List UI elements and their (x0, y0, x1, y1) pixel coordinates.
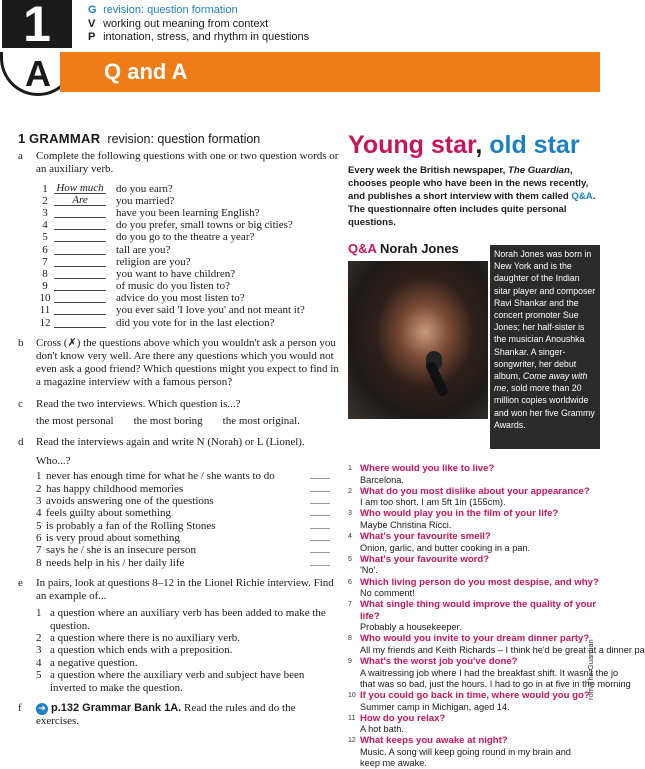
item-text: a question where the auxiliary verb and subject have been inverted to make the question. (50, 669, 305, 694)
question-row (36, 244, 340, 256)
interview-question: What single thing would improve the quality of your life? (360, 599, 597, 622)
interview-body (360, 633, 645, 656)
question-number: 11 (39, 304, 51, 317)
item-number: 7 (348, 601, 352, 609)
who-row (36, 557, 340, 569)
item-number: 10 (348, 692, 356, 700)
interview-question: What do you most dislike about your appearance? (360, 485, 590, 497)
question-row (36, 207, 340, 219)
item-number: 5 (348, 555, 352, 563)
answer-blank[interactable] (310, 544, 330, 553)
topic-vocabulary: V working out meaning from context (88, 17, 269, 30)
who-row (36, 544, 340, 556)
answer-blank[interactable] (54, 219, 106, 230)
article-title: Young star, old star (348, 131, 580, 159)
question-number: 7 (42, 255, 48, 268)
question-row (36, 219, 340, 231)
interview-question: Which living person do you most despise, and why? (360, 576, 599, 588)
example-row (36, 607, 340, 632)
item-number: 5 (36, 519, 42, 532)
interview-answer: keep me awake. (360, 758, 427, 769)
item-text: has happy childhood memories (46, 482, 184, 495)
answer-blank[interactable] (54, 207, 106, 218)
question-row (36, 183, 340, 195)
item-number: 4 (36, 507, 42, 520)
interview-item (348, 713, 600, 736)
interview-answer: No comment! (360, 588, 415, 599)
interview-question: Where would you like to live? (360, 463, 495, 474)
answer-blank[interactable] (54, 292, 106, 303)
item-number: 3 (36, 644, 42, 657)
example-row (36, 632, 340, 644)
question-row (36, 304, 340, 316)
question-row (36, 317, 340, 329)
example-list (36, 607, 340, 694)
item-number: 8 (348, 635, 352, 643)
interview-item (348, 735, 600, 769)
lesson-title: Q and A (104, 59, 188, 84)
interview-answer: I am too short. I am 5ft 1in (155cm). (360, 497, 506, 508)
exercise-f: f ➔ p.132 Grammar Bank 1A. Read the rules and do the exercises. (18, 702, 296, 728)
question-number: 2 (42, 194, 48, 207)
interview-answer: Barcelona. (360, 474, 404, 485)
interview-question: What's the worst job you've done? (360, 656, 518, 668)
exercise-e: e In pairs, look at questions 8–12 in the Lionel Richie interview. Find an example of... (18, 576, 334, 603)
item-text: needs help in his / her daily life (46, 556, 185, 569)
bio-box: Norah Jones was born in New York and is the daughter of the Indian sitar player and composer Ravi Shankar and the concert promoter Sue Jones; her half-sister is the musician Anoushka Shankar. A singer-songwriter, her debut album, Come away with me, sold more than 20 million copies worldwide and won her five Grammy Awards. (490, 245, 600, 449)
item-number: 11 (348, 714, 356, 722)
item-text: avoids answering one of the questions (46, 495, 214, 508)
example-row (36, 644, 340, 656)
interview-answer: Summer camp in Michigan, aged 14. (360, 701, 510, 712)
who-row (36, 532, 340, 544)
choice-list: the most personal the most boring the most original. (36, 414, 300, 427)
question-text: advice do you most listen to? (116, 292, 245, 305)
answer-blank[interactable] (54, 304, 106, 315)
item-number: 8 (36, 556, 42, 569)
interview-label: Q&A Norah Jones (348, 241, 459, 256)
question-number: 9 (42, 280, 48, 293)
item-text: never has enough time for what he / she wants to do (46, 470, 275, 483)
question-text: you ever said 'I love you' and not meant it? (116, 304, 305, 317)
item-text: is very proud about something (46, 531, 180, 544)
interview-body (360, 554, 600, 577)
interview-body (360, 531, 600, 554)
item-number: 1 (36, 470, 42, 483)
unit-letter: A (0, 52, 76, 96)
article (348, 130, 645, 769)
who-row (36, 470, 340, 482)
exercise-c: c Read the two interviews. Which question is...? (18, 397, 241, 410)
topic-grammar: G revision: question formation (88, 4, 238, 16)
credit: rom The Guardian (586, 639, 595, 700)
example-row (36, 657, 340, 669)
question-number: 10 (39, 292, 51, 305)
interview-question: If you could go back in time, where would you go? (360, 690, 590, 702)
who-row (36, 495, 340, 507)
interview-item (348, 633, 645, 656)
question-row (36, 292, 340, 304)
interview-question: Who would play you in the film of your life? (360, 508, 559, 520)
item-number: 5 (36, 669, 42, 682)
singer-photo (348, 261, 488, 419)
interview-item (348, 463, 600, 486)
interview-body (360, 713, 600, 736)
answer-blank[interactable]: How much (54, 183, 106, 194)
question-number: 12 (39, 316, 51, 329)
answer-blank[interactable] (310, 495, 330, 504)
item-number: 3 (348, 510, 352, 518)
question-number: 8 (42, 267, 48, 280)
item-number: 3 (36, 495, 42, 508)
interview-item (348, 656, 631, 690)
interview-question: What's your favourite smell? (360, 531, 491, 543)
unit-number: 1 (2, 0, 72, 48)
answer-blank[interactable] (310, 557, 330, 566)
item-number: 2 (36, 482, 42, 495)
item-number: 6 (348, 578, 352, 586)
question-number: 6 (42, 243, 48, 256)
item-text: a question where an auxiliary verb has been added to make the question. (50, 607, 326, 632)
interview-item (348, 690, 600, 713)
interview-answer: A hot bath. (360, 724, 404, 735)
answer-blank[interactable] (54, 244, 106, 255)
answer-blank[interactable] (54, 231, 106, 242)
question-row (36, 231, 340, 243)
answer-blank[interactable] (310, 470, 330, 479)
who-row (36, 520, 340, 532)
interview-body (360, 599, 600, 633)
section-heading: 1 GRAMMAR revision: question formation (18, 131, 261, 146)
unit-header (0, 0, 600, 100)
item-number: 1 (348, 465, 352, 472)
answer-blank[interactable]: Are (54, 195, 106, 206)
item-number: 4 (36, 656, 42, 669)
interview-item (348, 486, 600, 509)
exercise-b: b Cross (✗) the questions above which you wouldn't ask a person you don't know very well. Are there any questions which you would not even ask a good friend? Which questions might you expect to find in a magazine interview with a famous person? (18, 336, 339, 389)
grammar-section (18, 132, 340, 729)
answer-blank[interactable] (54, 268, 106, 279)
interview-answer: All my friends and Keith Richards – I think he'd be great at a dinner pa (360, 644, 645, 655)
who-row (36, 483, 340, 495)
topic-pronunciation: P intonation, stress, and rhythm in questions (88, 31, 310, 43)
item-number: 2 (36, 632, 42, 645)
question-text: you want to have children? (116, 267, 236, 280)
question-row (36, 195, 340, 207)
interview-answer: Probably a housekeeper. (360, 622, 462, 633)
grammar-bank-link[interactable]: p.132 Grammar Bank 1A. (51, 702, 182, 715)
question-number: 3 (42, 206, 48, 219)
exercise-a: a Complete the following questions with one or two question words or an auxiliary verb. (18, 150, 339, 176)
interview-answer: 'No'. (360, 565, 378, 576)
question-number: 4 (42, 219, 48, 232)
interview-question: What's your favourite word? (360, 553, 490, 565)
item-text: a question where there is no auxiliary verb. (50, 632, 240, 645)
item-number: 7 (36, 544, 42, 557)
question-row (36, 256, 340, 268)
interview-body (360, 463, 600, 486)
item-text: a question which ends with a preposition. (50, 644, 233, 657)
question-text: have you been learning English? (116, 206, 260, 219)
answer-blank[interactable] (310, 532, 330, 541)
interview-body (360, 690, 600, 713)
interview-answer: Music. A song will keep going round in my brain and (360, 746, 571, 757)
interview-item (348, 508, 600, 531)
question-text: of music do you listen to? (116, 280, 230, 293)
interview-question: What keeps you awake at night? (360, 735, 508, 747)
question-text: do you prefer, small towns or big cities? (116, 219, 293, 232)
question-text: did you vote for in the last election? (116, 316, 275, 329)
interview-answer: Maybe Christina Ricci. (360, 519, 452, 530)
interview-answer: Onion, garlic, and butter cooking in a pan. (360, 542, 531, 553)
interview-answer: that was so bad, just the hours. I had to go in at five in the morning (360, 678, 631, 689)
question-row (36, 280, 340, 292)
interview-feature (348, 241, 600, 430)
item-number: 6 (36, 531, 42, 544)
arrow-circle-icon: ➔ (36, 703, 48, 715)
interview-question: How do you relax? (360, 712, 446, 724)
interview-item (348, 531, 600, 554)
topic-list (88, 4, 309, 45)
answer-blank[interactable] (54, 256, 106, 267)
question-list (36, 183, 340, 329)
article-intro: Every week the British newspaper, The Guardian, chooses people who have been in the news recently, and publishes a short interview with them called Q&A. The questionnaire often includes quite personal questions. (348, 165, 596, 228)
interview-body (360, 508, 600, 531)
item-number: 4 (348, 533, 352, 541)
question-row (36, 268, 340, 280)
item-text: feels guilty about something (46, 507, 171, 520)
answer-blank[interactable] (310, 520, 330, 529)
item-number: 1 (36, 607, 42, 620)
interview-body (360, 577, 600, 600)
who-label: Who...? (36, 455, 71, 468)
question-text: tall are you? (116, 243, 171, 256)
question-text: do you earn? (116, 182, 173, 195)
question-number: 1 (42, 182, 48, 195)
who-list (36, 470, 340, 568)
question-text: do you go to the theatre a year? (116, 231, 255, 244)
example-row (36, 669, 340, 694)
answer-blank[interactable] (310, 507, 330, 516)
question-number: 5 (42, 231, 48, 244)
item-text: says he / she is an insecure person (46, 544, 196, 557)
exercise-d: d Read the interviews again and write N (Norah) or L (Lionel). (18, 436, 305, 449)
answer-blank[interactable] (310, 483, 330, 492)
interview-item (348, 554, 600, 577)
interview-answer: A waitressing job where I had the breakfast shift. It wasn't the jo (360, 667, 619, 678)
interview-questions (348, 463, 645, 769)
who-row (36, 507, 340, 519)
item-number: 12 (348, 737, 356, 745)
item-number: 9 (348, 658, 352, 666)
answer-blank[interactable] (54, 317, 106, 328)
item-number: 2 (348, 487, 352, 495)
interview-question: Who would you invite to your dream dinner party? (360, 633, 590, 645)
interview-item (348, 599, 600, 633)
interview-item (348, 577, 600, 600)
interview-body (360, 735, 600, 769)
interview-body (360, 486, 600, 509)
item-text: is probably a fan of the Rolling Stones (46, 519, 216, 532)
item-text: a negative question. (50, 656, 138, 669)
answer-blank[interactable] (54, 280, 106, 291)
question-text: religion are you? (116, 255, 191, 268)
question-text: you married? (116, 194, 175, 207)
